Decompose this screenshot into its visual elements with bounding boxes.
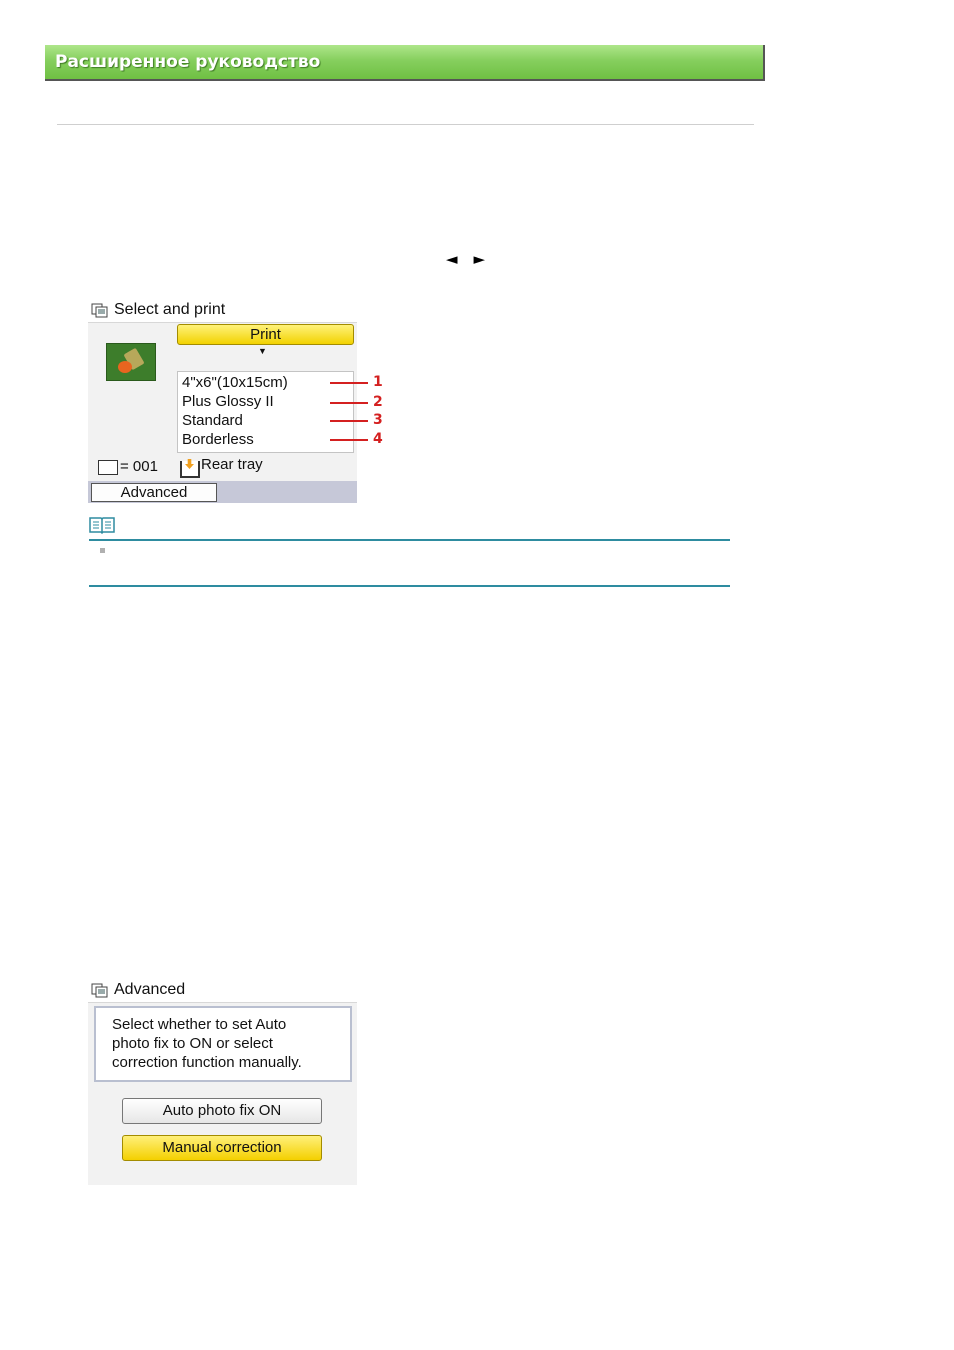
copies-icon [98,460,118,475]
left-arrow-icon: ◄ [446,250,474,268]
note-bottom-rule [89,585,730,587]
callout-number: 3 [373,412,383,428]
select-print-screen [88,300,357,503]
note-top-rule [89,539,730,541]
auto-photo-fix-button[interactable]: Auto photo fix ON [122,1098,322,1124]
screen-title: Select and print [114,301,226,318]
message-line: Select whether to set Auto [112,1016,287,1033]
right-arrow-icon: ► [473,250,502,268]
screen-title-bar [88,300,357,323]
message-line: photo fix to ON or select [112,1035,273,1052]
setting-border: Borderless [182,431,254,448]
function-bar [88,481,357,503]
print-button[interactable]: Print [177,324,354,345]
screen-title: Advanced [114,981,186,998]
callout-line [330,402,368,404]
nav-arrows [446,250,501,268]
callout-line [330,420,368,422]
setting-print-quality: Standard [182,412,243,429]
callout-line [330,439,368,441]
header-banner [45,45,765,81]
photo-stack-icon [91,303,111,319]
screen-title-bar [88,980,357,1003]
callout-number: 1 [373,374,383,390]
divider [57,124,754,125]
advanced-button[interactable]: Advanced [91,483,217,502]
rear-tray-icon [180,461,200,478]
advanced-screen [88,980,357,1185]
callout-number: 4 [373,431,383,447]
print-settings-list[interactable] [177,371,354,453]
book-icon [89,516,115,534]
manual-correction-button[interactable]: Manual correction [122,1135,322,1161]
message-line: correction function manually. [112,1054,302,1071]
photo-thumbnail[interactable] [106,343,156,381]
callout-number: 2 [373,394,383,410]
setting-media-type: Plus Glossy II [182,393,274,410]
setting-page-size: 4"x6"(10x15cm) [182,374,288,391]
header-title: Расширенное руководство [55,52,321,72]
copies-count: = 001 [120,458,158,475]
dropdown-arrow-icon: ▼ [258,346,267,356]
note-bullet [100,548,105,553]
message-box [94,1006,352,1082]
paper-source-label: Rear tray [201,456,263,473]
callout-line [330,382,368,384]
photo-stack-icon [91,983,111,999]
